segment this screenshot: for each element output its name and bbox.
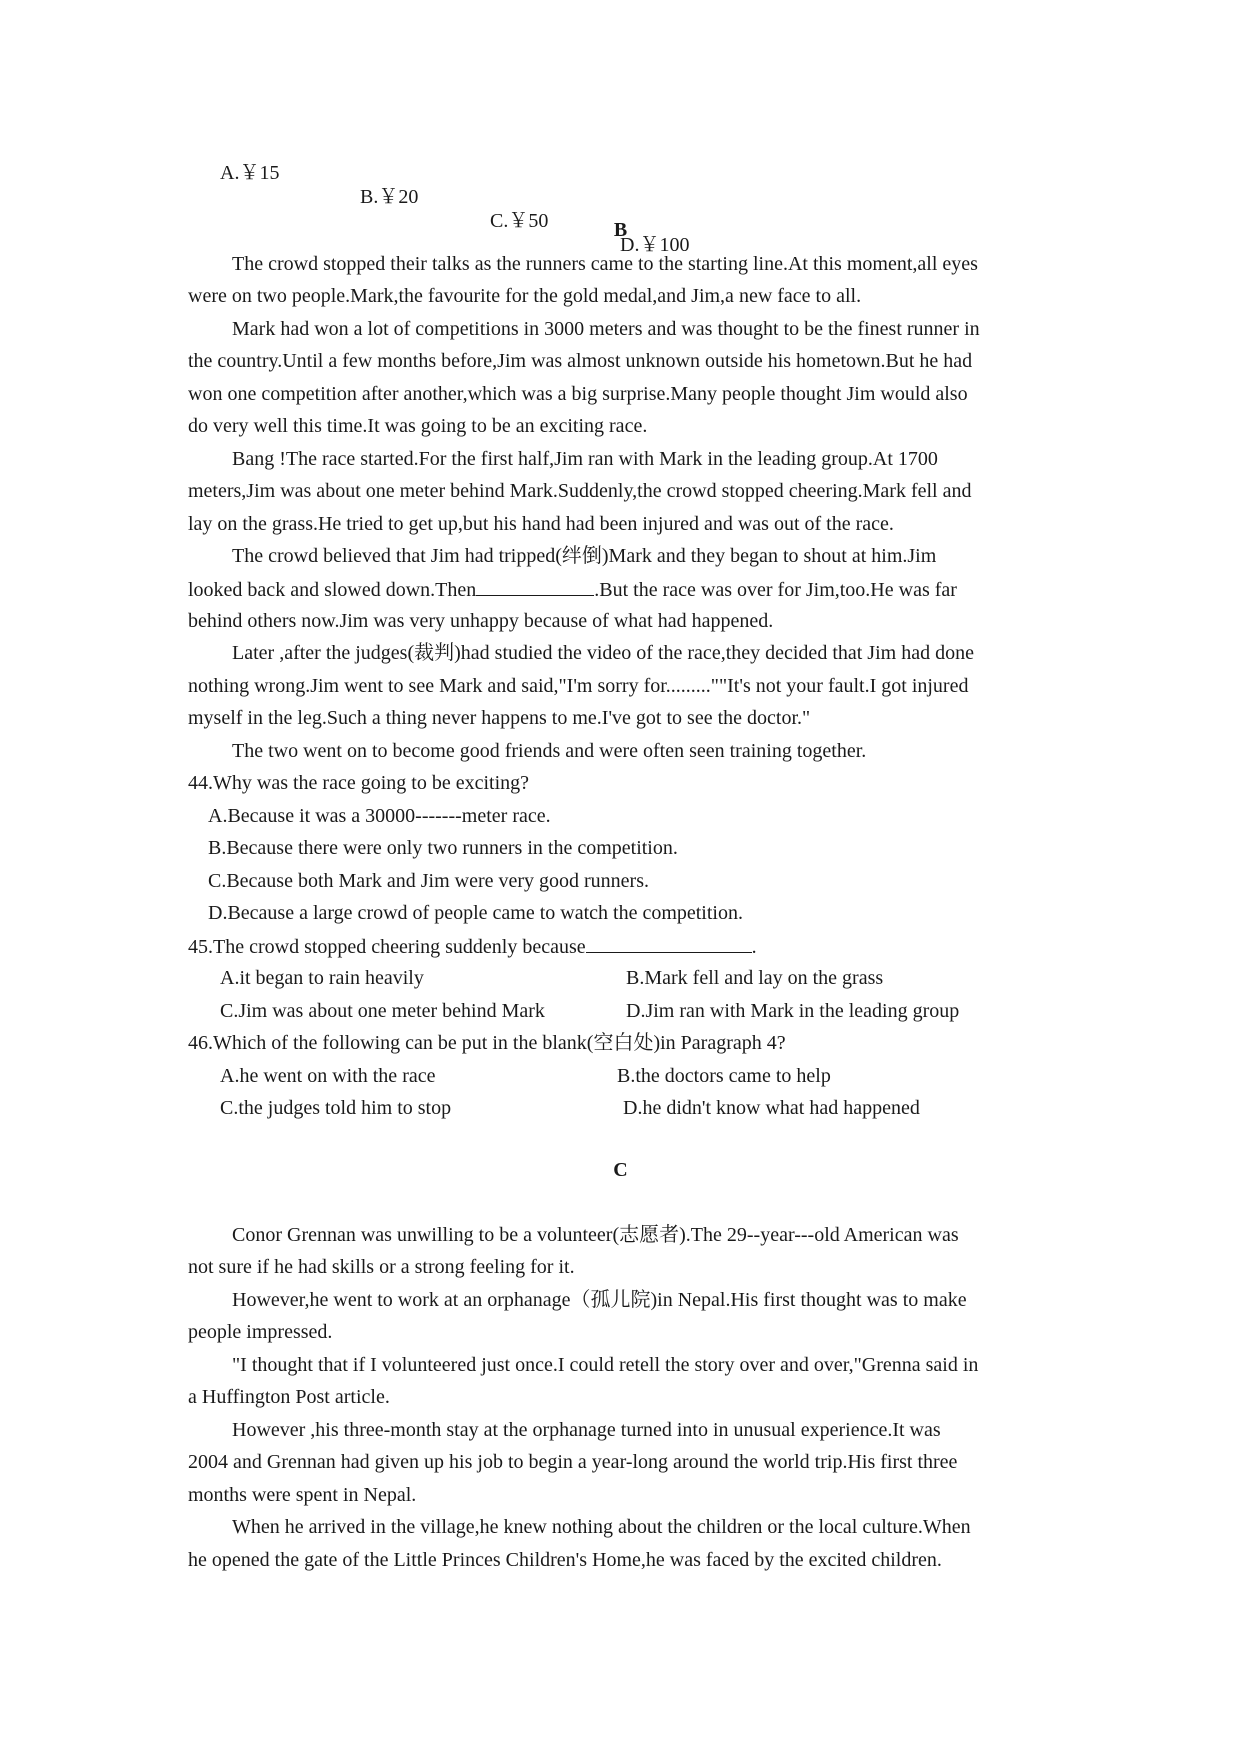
b-para6: The two went on to become good friends and were often seen training together. <box>232 740 867 762</box>
b-para5-line2: nothing wrong.Jim went to see Mark and said,"I'm sorry for.........""It's not your fault.I got injured <box>188 675 969 697</box>
c-para2-line1: However,he went to work at an orphanage（孤儿院)in Nepal.His first thought was to make <box>232 1289 967 1311</box>
c-para3-line2: a Huffington Post article. <box>188 1386 390 1408</box>
b-para2-line3: won one competition after another,which was a big surprise.Many people thought Jim would also <box>188 383 968 405</box>
c-para5-line1: When he arrived in the village,he knew nothing about the children or the local culture.When <box>232 1516 971 1538</box>
q45-option-d: D.Jim ran with Mark in the leading group <box>626 1000 960 1022</box>
q44-option-c: C.Because both Mark and Jim were very good runners. <box>208 870 649 892</box>
q45-option-b: B.Mark fell and lay on the grass <box>626 967 884 989</box>
prev-option-d: D.￥100 <box>620 234 690 256</box>
section-b-heading: B <box>613 219 628 241</box>
c-para4-line2: 2004 and Grennan had given up his job to begin a year-long around the world trip.His first three <box>188 1451 958 1473</box>
q45-stem-after: . <box>751 936 757 958</box>
c-para2-line2: people impressed. <box>188 1321 333 1343</box>
b-para1-line1: The crowd stopped their talks as the runners came to the starting line.At this moment,all eyes <box>232 253 978 275</box>
b-para2-line4: do very well this time.It was going to be an exciting race. <box>188 415 648 437</box>
section-c-heading: C <box>613 1159 628 1181</box>
b-para2-line2: the country.Until a few months before,Jim was almost unknown outside his hometown.But he had <box>188 350 973 372</box>
b-para3-line3: lay on the grass.He tried to get up,but his hand had been injured and was out of the race. <box>188 513 894 535</box>
q45-answer-blank <box>586 934 752 953</box>
b-para4-line2-before: looked back and slowed down.Then <box>188 579 477 601</box>
b-para4-line3: behind others now.Jim was very unhappy because of what had happened. <box>188 610 774 632</box>
b-para5-line1: Later ,after the judges(裁判)had studied the video of the race,they decided that Jim had done <box>232 642 974 664</box>
b-para4-line1: The crowd believed that Jim had tripped(绊倒)Mark and they began to shout at him.Jim <box>232 545 937 567</box>
answer-blank <box>476 577 594 596</box>
q46-option-c: C.the judges told him to stop <box>220 1097 452 1119</box>
c-para3-line1: "I thought that if I volunteered just once.I could retell the story over and over,"Grenna said in <box>232 1354 979 1376</box>
prev-option-c: C.￥50 <box>490 210 549 232</box>
q44-option-a: A.Because it was a 30000-------meter race. <box>208 805 551 827</box>
q45-stem-before: 45.The crowd stopped cheering suddenly because <box>188 936 586 958</box>
b-para4-line2 <box>188 577 957 602</box>
c-para1-line1: Conor Grennan was unwilling to be a volunteer(志愿者).The 29--year---old American was <box>232 1224 959 1246</box>
q46-option-d: D.he didn't know what had happened <box>623 1097 920 1119</box>
q44-stem: 44.Why was the race going to be exciting? <box>188 772 529 794</box>
b-para1-line2: were on two people.Mark,the favourite for the gold medal,and Jim,a new face to all. <box>188 285 862 307</box>
b-para5-line3: myself in the leg.Such a thing never happens to me.I've got to see the doctor." <box>188 707 811 729</box>
q46-option-b: B.the doctors came to help <box>617 1065 831 1087</box>
q45-stem <box>188 934 757 959</box>
b-para3-line2: meters,Jim was about one meter behind Mark.Suddenly,the crowd stopped cheering.Mark fell and <box>188 480 972 502</box>
prev-option-b: B.￥20 <box>360 186 419 208</box>
c-para4-line1: However ,his three-month stay at the orphanage turned into in unusual experience.It was <box>232 1419 941 1441</box>
q46-option-a: A.he went on with the race <box>220 1065 436 1087</box>
b-para2-line1: Mark had won a lot of competitions in 3000 meters and was thought to be the finest runner in <box>232 318 980 340</box>
q46-stem: 46.Which of the following can be put in the blank(空白处)in Paragraph 4? <box>188 1032 786 1054</box>
q44-option-b: B.Because there were only two runners in the competition. <box>208 837 678 859</box>
b-para4-line2-after: .But the race was over for Jim,too.He was far <box>594 579 957 601</box>
c-para1-line2: not sure if he had skills or a strong feeling for it. <box>188 1256 575 1278</box>
b-para3-line1: Bang !The race started.For the first half,Jim ran with Mark in the leading group.At 1700 <box>232 448 938 470</box>
c-para4-line3: months were spent in Nepal. <box>188 1484 417 1506</box>
q45-option-a: A.it began to rain heavily <box>220 967 424 989</box>
q44-option-d: D.Because a large crowd of people came to watch the competition. <box>208 902 743 924</box>
q45-option-c: C.Jim was about one meter behind Mark <box>220 1000 545 1022</box>
prev-option-a: A.￥15 <box>220 162 280 184</box>
c-para5-line2: he opened the gate of the Little Princes Children's Home,he was faced by the excited children. <box>188 1549 942 1571</box>
